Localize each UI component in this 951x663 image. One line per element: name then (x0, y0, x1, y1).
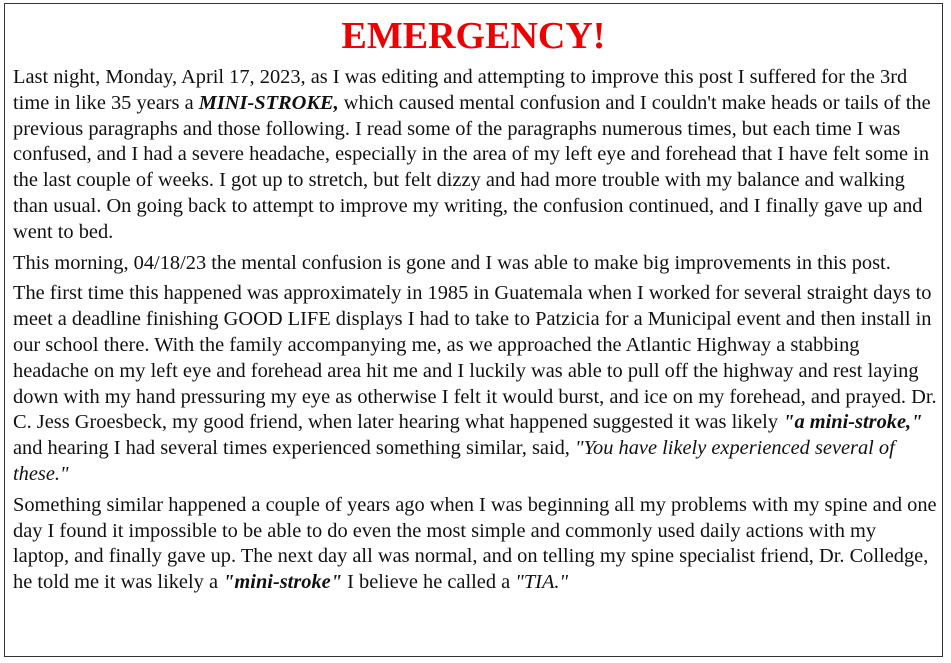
emergency-title: EMERGENCY! (341, 15, 606, 57)
paragraph-3-text-a: The first time this happened was approximately in 1985 in Guatemala when I worked for several straight days to meet a deadline finishing GOOD LIFE displays I had to take to Patzicia for a Municipal event and then install in our school there. With the family accompanying me, as we approached the Atlantic Highway a stabbing headache on my left eye and forehead area hit me and I luckily was able to pull off the highway and rest laying down with my hand pressuring my eye as otherwise I felt it would burst, and ice on my forehead, and prayed. Dr. C. Jess Groesbeck, my good friend, when later hearing what happened suggested it was likely (13, 282, 937, 434)
paragraph-3-text-c: and hearing I had several times experienced something similar, said, (13, 437, 576, 460)
article-body (13, 65, 937, 601)
paragraph-4 (13, 493, 937, 596)
paragraph-2 (13, 251, 937, 277)
paragraph-1-text-c: which caused mental confusion and I couldn't make heads or tails of the previous paragraphs and those following. I read some of the paragraphs numerous times, but each time I was confused, and I had a severe headache, especially in the area of my left eye and forehead that I have felt some in the last couple of weeks. I got up to stretch, but felt dizzy and had more trouble with my balance and walking than usual. On going back to attempt to improve my writing, the confusion continued, and I finally gave up and went to bed. (13, 91, 931, 243)
paragraph-3 (13, 281, 937, 487)
paragraph-2-text: This morning, 04/18/23 the mental confusion is gone and I was able to make big improvements in this post. (13, 251, 891, 274)
paragraph-4-text-a: Something similar happened a couple of years ago when I was beginning all my problems with my spine and one day I found it impossible to be able to do even the most simple and commonly used daily actions with my laptop, and finally gave up. The next day all was normal, and on telling my spine specialist friend, Dr. Colledge, he told me it was likely a (13, 493, 937, 594)
paragraph-4-text-c: I believe he called a (342, 571, 516, 594)
mini-stroke-emphasis: MINI-STROKE, (198, 91, 339, 114)
article-frame (4, 3, 943, 657)
tia-quote: "TIA." (515, 571, 569, 594)
several-of-these-quote: "You have likely experienced several of these." (13, 437, 895, 485)
paragraph-1-text-a: Last night, Monday, April 17, 2023, as I was editing and attempting to improve this post I suffered for the 3rd time in like 35 years a (13, 66, 908, 114)
paragraph-1 (13, 65, 937, 246)
mini-stroke-quote: "mini-stroke" (223, 571, 343, 594)
a-mini-stroke-quote: "a mini-stroke," (783, 411, 923, 434)
